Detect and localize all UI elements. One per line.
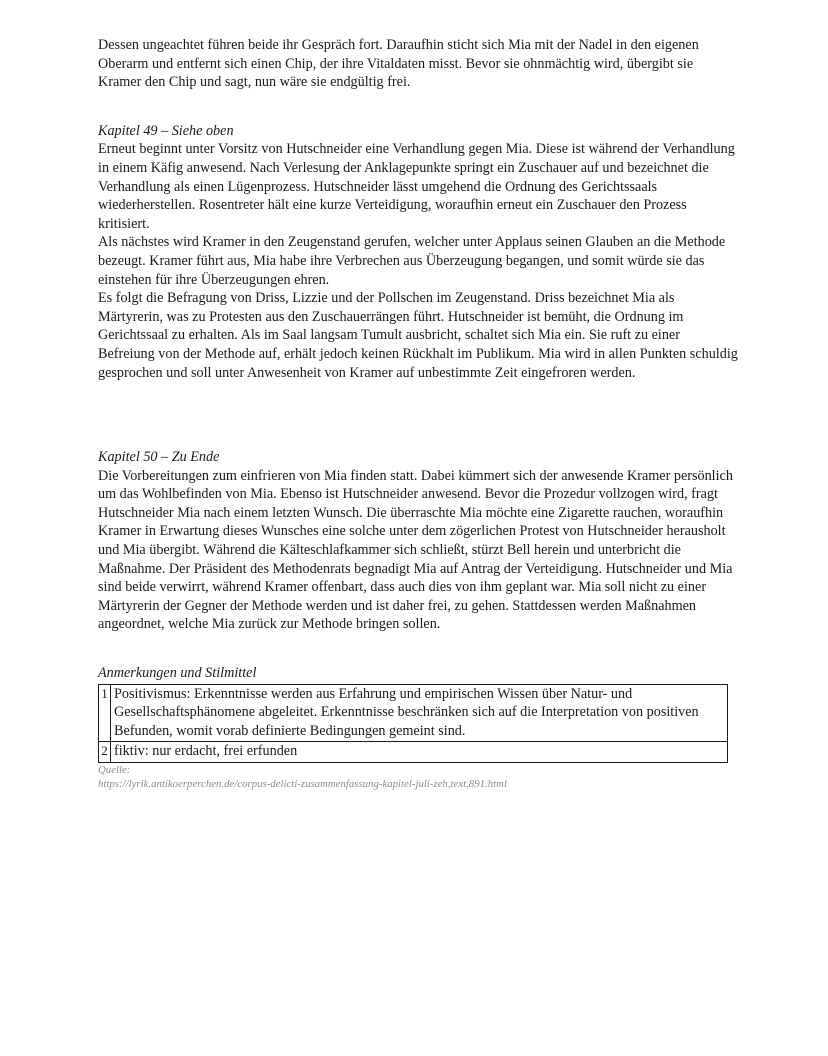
chapter-49-paragraph-1: Erneut beginnt unter Vorsitz von Hutschneider eine Verhandlung gegen Mia. Diese ist während der Verhandlung in einem Käfig anwesend. Nach Verlesung der Anklagepunkte springt ein Zuschauer auf und bezeichnet die Verhandlung als einen Lügenprozess. Hutschneider lässt umgehend die Ordnung des Gerichtssaals wiederherstellen. Rosentreter hält eine kurze Verteidigung, woraufhin erneut ein Zuschauer den Prozess kritisiert. bbox=[98, 141, 735, 232]
chapter-49-section bbox=[98, 122, 738, 382]
notes-title: Anmerkungen und Stilmittel bbox=[98, 665, 257, 682]
note-number: 2 bbox=[99, 742, 111, 763]
chapter-49-paragraph-2: Als nächstes wird Kramer in den Zeugenstand gerufen, welcher unter Applaus seinen Glauben an die Methode bezeugt. Kramer führt aus, Mia habe ihre Verbrechen aus Überzeugung begangen, und somit würde sie das einstehen für ihre Überzeugungen ehren. bbox=[98, 234, 726, 288]
chapter-50-section bbox=[98, 448, 738, 634]
source-citation bbox=[98, 764, 738, 791]
chapter-50-paragraph: Die Vorbereitungen zum einfrieren von Mia finden statt. Dabei kümmert sich der anwesende Kramer persönlich um das Wohlbefinden von Mia. Ebenso ist Hutschneider anwesend. Bevor die Prozedur vollzogen wird, fragt Hutschneider Mia nach einem letzten Wunsch. Die überraschte Mia möchte eine Zigarette rauchen, woraufhin Kramer in Erwartung dieses Wunsches eine solche unter dem zögerlichen Protest von Hutschneider herausholt und Mia übergibt. Während die Kälteschlafkammer sich schließt, stürzt Bell herein und unterbricht die Maßnahme. Der Präsident des Methodenrats begnadigt Mia auf Antrag der Verteidigung. Hutschneider und Mia sind beide verwirrt, während Kramer offenbart, dass auch dies von ihm geplant war. Mia soll nicht zu einer Märtyrerin der Gegner der Methode werden und ist daher frei, zu gehen. Stattdessen werden Maßnahmen angeordnet, welche Mia zurück zur Methode bringen sollen. bbox=[98, 467, 733, 633]
table-row bbox=[99, 742, 728, 763]
note-text: fiktiv: nur erdacht, frei erfunden bbox=[111, 742, 728, 763]
note-text: Positivismus: Erkenntnisse werden aus Erfahrung und empirischen Wissen über Natur- und Gesellschaftsphänomene abgeleitet. Erkenntnisse beschränken sich auf die Interpretation von positiven Befunden, womit vorab definierte Bedingungen gemeint sind. bbox=[111, 684, 728, 742]
note-number: 1 bbox=[99, 684, 111, 742]
notes-section bbox=[98, 664, 738, 791]
chapter-49-title: Kapitel 49 – Siehe oben bbox=[98, 122, 234, 139]
document-page bbox=[98, 36, 738, 791]
table-row bbox=[99, 684, 728, 742]
intro-paragraph: Dessen ungeachtet führen beide ihr Gespräch fort. Daraufhin sticht sich Mia mit der Nadel in den eigenen Oberarm und entfernt sich einen Chip, der ihre Vitaldaten misst. Bevor sie ohnmächtig wird, übergibt sie Kramer den Chip und sagt, nun wäre sie endgültig frei. bbox=[98, 37, 699, 91]
chapter-50-title: Kapitel 50 – Zu Ende bbox=[98, 449, 220, 466]
source-label: Quelle: bbox=[98, 764, 131, 776]
source-url: https://lyrik.antikoerperchen.de/corpus-delicti-zusammenfassung-kapitel-juli-zeh,text,891.html bbox=[98, 777, 507, 790]
notes-table bbox=[98, 684, 728, 763]
chapter-49-paragraph-3: Es folgt die Befragung von Driss, Lizzie und der Pollschen im Zeugenstand. Driss bezeichnet Mia als Märtyrerin, was zu Protesten aus den Zuschauerrängen führt. Hutschneider ist bemüht, die Ordnung im Gerichtssaal zu erhalten. Als im Saal langsam Tumult ausbricht, schaltet sich Mia ein. Sie ruft zu einer Befreiung von der Methode auf, erhält jedoch keinen Rückhalt im Publikum. Mia wird in allen Punkten schuldig gesprochen und soll unter Anwesenheit von Kramer auf unbestimmte Zeit eingefroren werden. bbox=[98, 290, 738, 381]
